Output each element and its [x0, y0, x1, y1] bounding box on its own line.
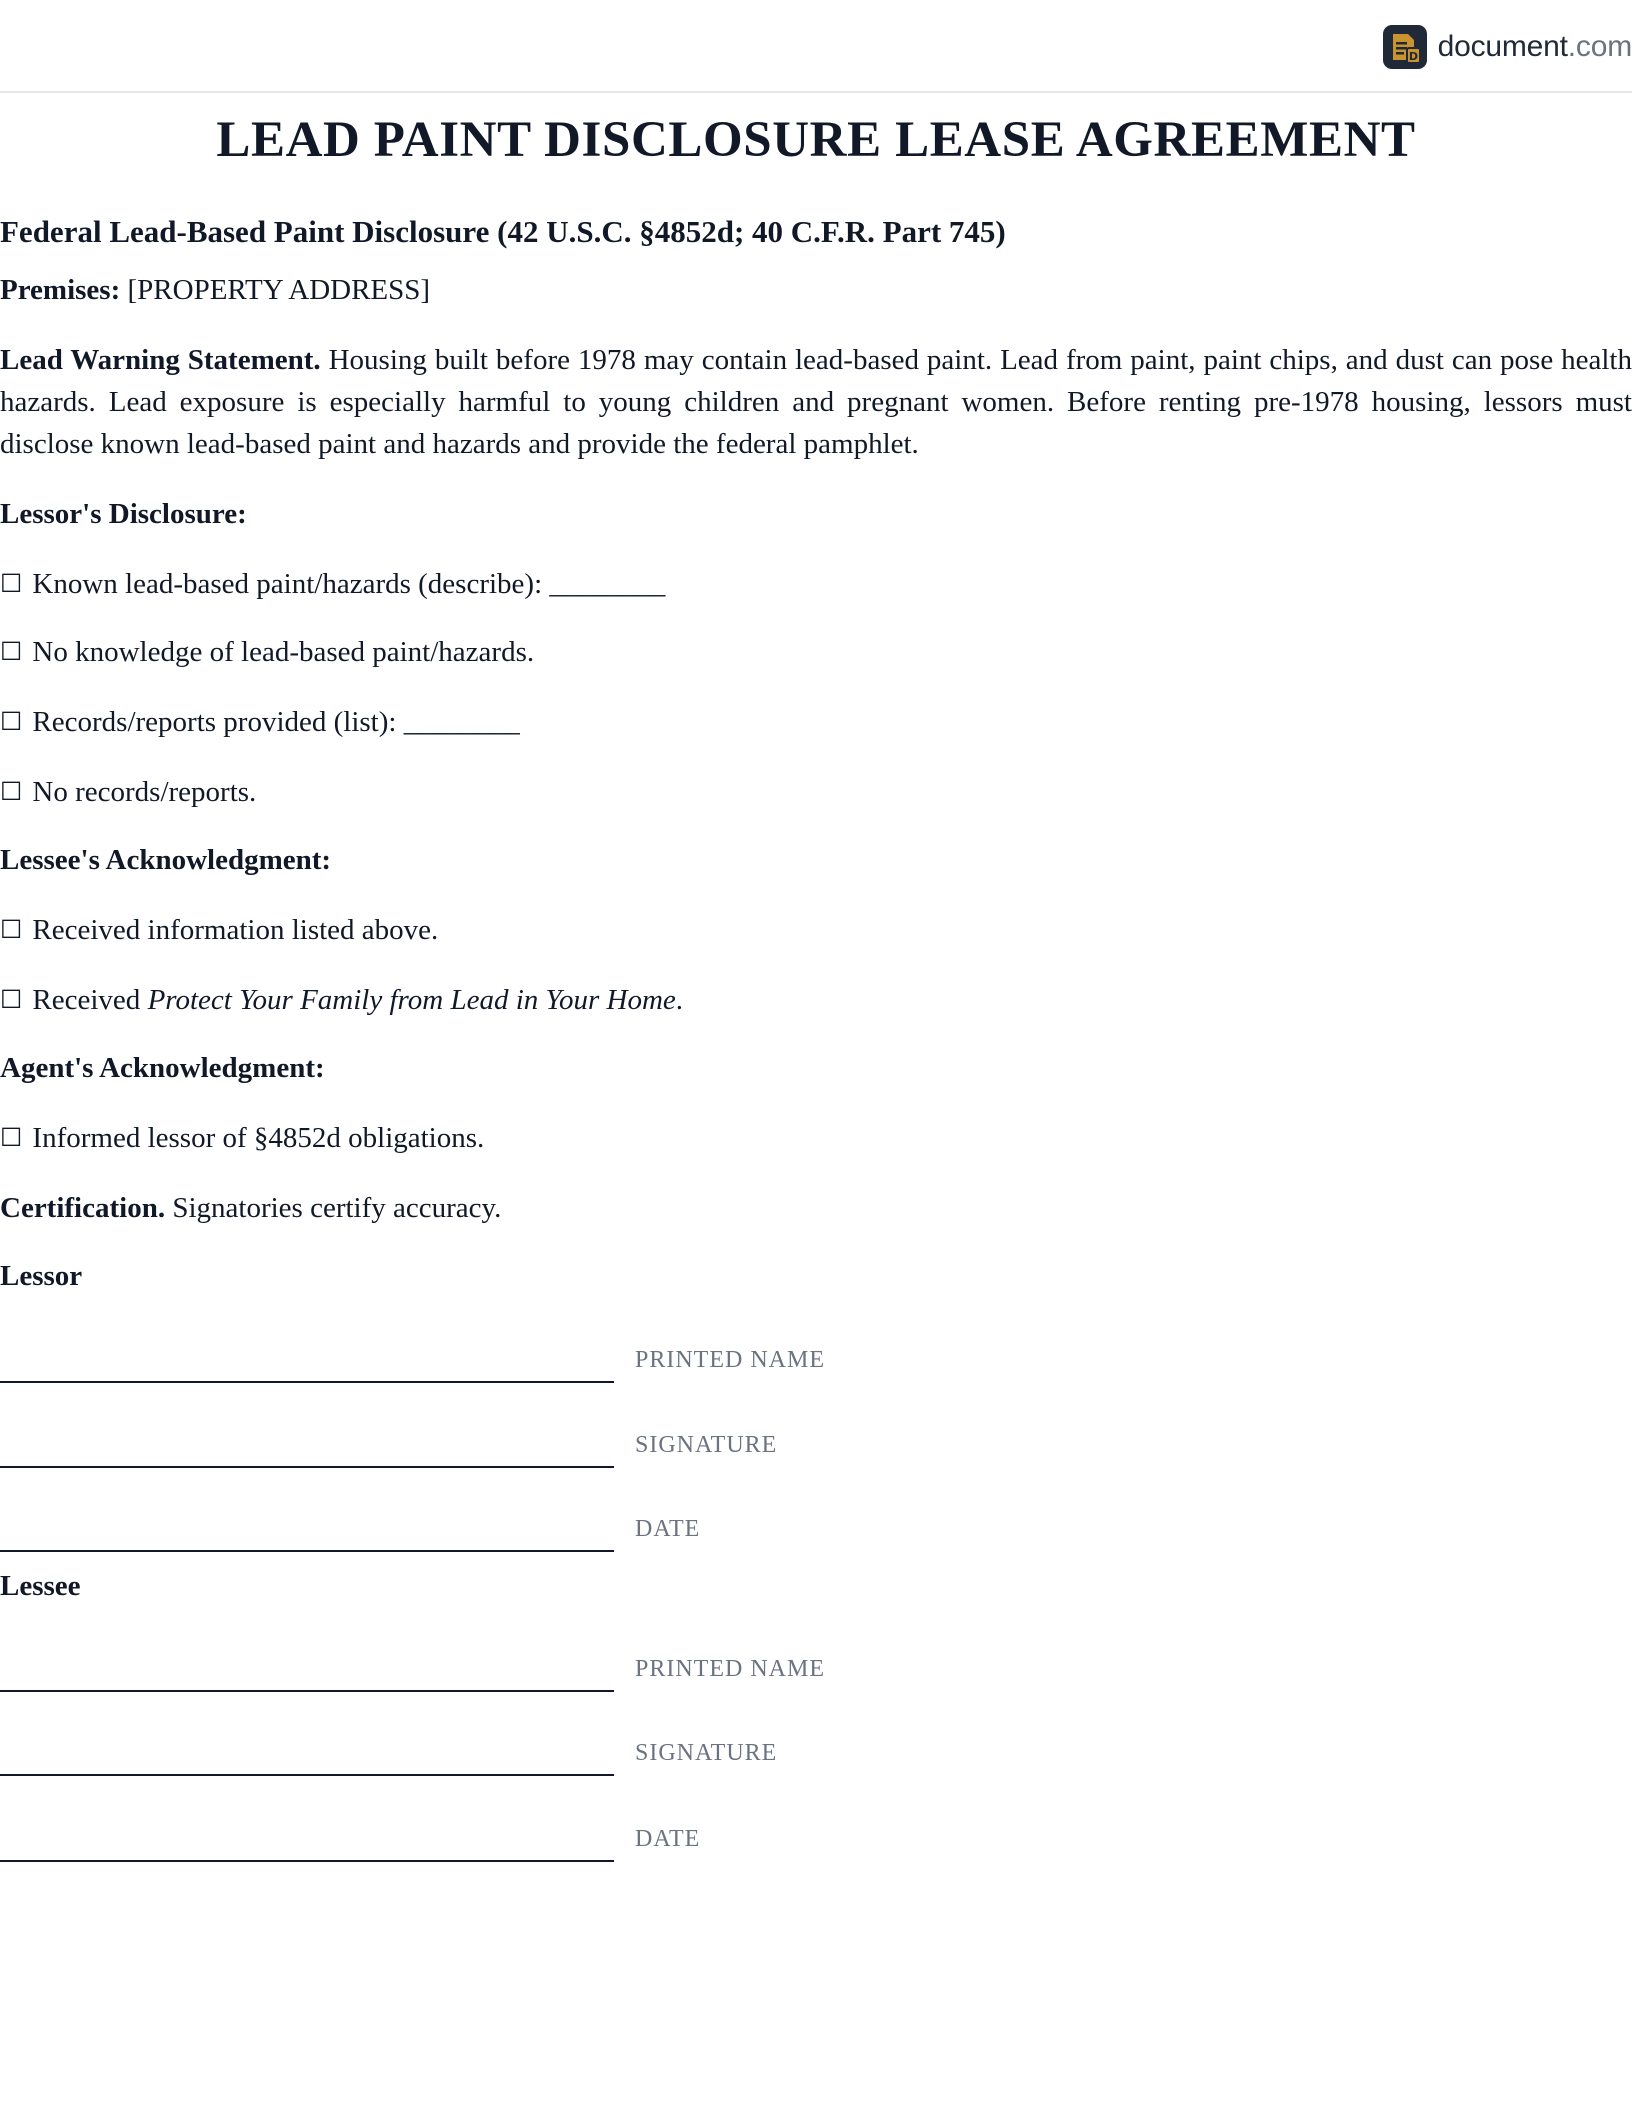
document-title: LEAD PAINT DISCLOSURE LEASE AGREEMENT — [216, 112, 1416, 168]
lessee-item-received-pamphlet — [0, 980, 683, 1021]
checkbox-icon[interactable]: ☐ — [0, 707, 23, 736]
checkbox-icon[interactable]: ☐ — [0, 1123, 23, 1152]
lessor-item-label: No records/reports. — [32, 776, 257, 808]
lessee-item-suffix: . — [675, 984, 684, 1016]
lessee-item-label: Received information listed above. — [32, 914, 439, 946]
lessor-signature-heading: Lessor — [0, 1260, 83, 1292]
lessor-item-label: Known lead-based paint/hazards (describe): ________ — [32, 568, 666, 600]
lead-warning-statement — [0, 339, 1632, 465]
lessor-signature-field[interactable] — [0, 1466, 614, 1468]
lessor-printed-name-label: PRINTED NAME — [635, 1347, 825, 1373]
brand-tld: .com — [1567, 30, 1632, 63]
checkbox-icon[interactable]: ☐ — [0, 985, 23, 1014]
lessor-item-label: No knowledge of lead-based paint/hazards. — [32, 636, 535, 668]
checkbox-icon[interactable]: ☐ — [0, 777, 23, 806]
agent-ack-heading: Agent's Acknowledgment: — [0, 1052, 325, 1084]
disclosure-subtitle: Federal Lead-Based Paint Disclosure (42 U.S.C. §4852d; 40 C.F.R. Part 745) — [0, 214, 1006, 249]
premises-value: [PROPERTY ADDRESS] — [127, 274, 431, 306]
lessor-printed-name-field[interactable] — [0, 1381, 614, 1383]
lead-warning-text: Housing built before 1978 may contain lead-based paint. Lead from paint, paint chips, and dust can pose health hazards. Lead exposure is especially harmful to young children and pregnant women. Before renting pre-1978 housing, lessors must disclose known lead-based paint and hazards and provide the federal pamphlet. — [0, 344, 1632, 460]
lessee-ack-heading: Lessee's Acknowledgment: — [0, 844, 332, 876]
agent-item-label: Informed lessor of §4852d obligations. — [32, 1122, 485, 1154]
pamphlet-title: Protect Your Family from Lead in Your Home — [147, 984, 676, 1016]
lessee-printed-name-field[interactable] — [0, 1690, 614, 1692]
certification-label: Certification. — [0, 1192, 166, 1224]
checkbox-icon[interactable]: ☐ — [0, 569, 23, 598]
document-logo-icon — [1383, 25, 1427, 69]
premises-label: Premises: — [0, 274, 121, 306]
lessee-item-prefix: Received — [32, 984, 148, 1016]
lessee-signature-field[interactable] — [0, 1774, 614, 1776]
lessee-signature-label: SIGNATURE — [635, 1740, 778, 1766]
lessor-disclosure-heading: Lessor's Disclosure: — [0, 498, 247, 530]
checkbox-icon[interactable]: ☐ — [0, 915, 23, 944]
lessor-item-known-hazards — [0, 564, 665, 605]
lessor-date-field[interactable] — [0, 1550, 614, 1552]
lessor-date-label: DATE — [635, 1516, 701, 1542]
lessor-item-no-records — [0, 772, 256, 813]
premises-line — [0, 270, 430, 310]
lessor-item-no-knowledge — [0, 632, 534, 673]
lead-warning-label: Lead Warning Statement. — [0, 344, 321, 376]
lessee-item-received-info — [0, 910, 438, 951]
lessor-signature-label: SIGNATURE — [635, 1432, 778, 1458]
lessee-signature-heading: Lessee — [0, 1570, 81, 1602]
brand-text — [1438, 25, 1632, 69]
certification-text: Signatories certify accuracy. — [172, 1192, 502, 1224]
brand-logo[interactable] — [1383, 25, 1632, 69]
page-header — [0, 0, 1632, 93]
brand-name: document — [1437, 30, 1568, 63]
lessor-item-label: Records/reports provided (list): ________ — [32, 706, 520, 738]
agent-item-informed-lessor — [0, 1118, 484, 1159]
svg-text:D: D — [1408, 50, 1418, 63]
lessee-date-label: DATE — [635, 1826, 701, 1852]
certification-line — [0, 1188, 501, 1228]
lessee-date-field[interactable] — [0, 1860, 614, 1862]
lessee-printed-name-label: PRINTED NAME — [635, 1656, 825, 1682]
lessor-item-records-provided — [0, 702, 520, 743]
checkbox-icon[interactable]: ☐ — [0, 637, 23, 666]
